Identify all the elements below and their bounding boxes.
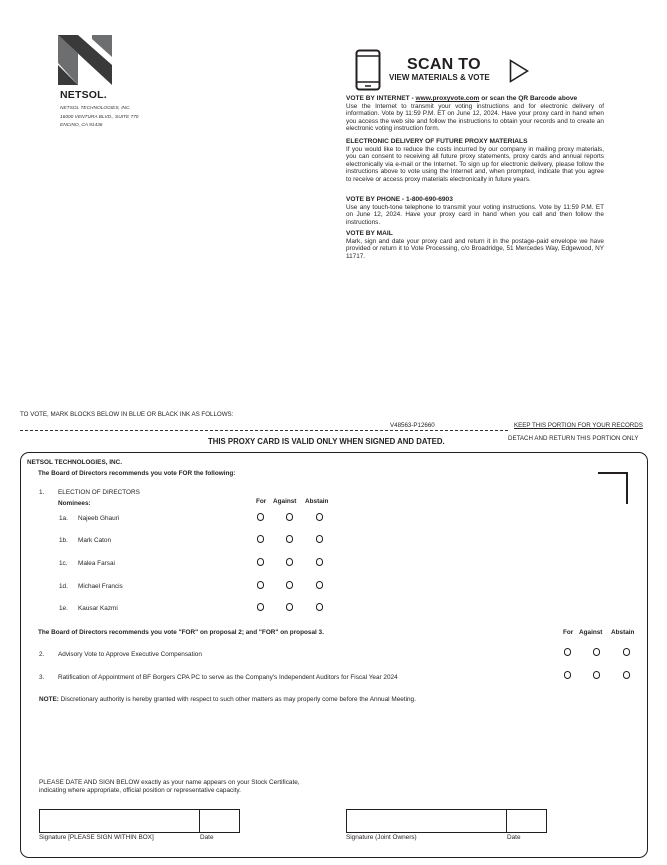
vote-for-checkbox[interactable] — [257, 558, 264, 566]
joint-date-label: Date — [507, 834, 521, 841]
board-recommendation-1: The Board of Directors recommends you vote FOR the following: — [38, 470, 236, 477]
address-line: ENCINO, CA 91436 — [60, 123, 103, 128]
proposal-text: Ratification of Appointment of BF Borgers CPA PC to serve as the Company's Independent Auditors for Fiscal Year 2024 — [58, 674, 398, 681]
ballot-company-name: NETSOL TECHNOLOGIES, INC. — [27, 459, 123, 466]
vote-for-checkbox[interactable] — [257, 535, 264, 543]
note-text: Discretionary authority is hereby granted with respect to such other matters as may properly come before the Annual Meeting. — [58, 696, 416, 703]
nominee-name: Kausar Kazmi — [78, 605, 118, 612]
mail-heading: VOTE BY MAIL — [346, 230, 393, 237]
vote-against-checkbox[interactable] — [286, 603, 293, 611]
vote-abstain-checkbox[interactable] — [316, 603, 323, 611]
nominee-id: 1a. — [59, 515, 68, 522]
proposal-number: 2. — [39, 651, 45, 658]
column-for: For — [256, 498, 267, 505]
play-arrow-icon — [509, 59, 529, 83]
vote-against-checkbox[interactable] — [286, 581, 293, 589]
vote-abstain-checkbox[interactable] — [623, 648, 630, 656]
vote-against-checkbox[interactable] — [286, 535, 293, 543]
nominee-id: 1b. — [59, 537, 68, 544]
scan-subtitle: VIEW MATERIALS & VOTE — [389, 73, 490, 82]
nominees-label: Nominees: — [58, 500, 91, 507]
smartphone-icon — [355, 49, 381, 91]
nominee-id: 1e. — [59, 605, 68, 612]
internet-text: Use the Internet to transmit your voting instructions and for electronic delivery of information. Vote by 11:59 P.M. ET on June 12, 2024. Have your proxy card in hand when you access the web site and follow the instructions to obtain your records and to create an electronic voting instruction form. — [346, 102, 604, 132]
vote-by-phone-section — [346, 196, 604, 226]
vote-abstain-checkbox[interactable] — [316, 535, 323, 543]
vote-against-checkbox[interactable] — [286, 513, 293, 521]
signature-box[interactable] — [39, 809, 200, 833]
column-against: Against — [579, 629, 603, 636]
vote-by-mail-section — [346, 230, 604, 260]
proposal-number: 3. — [39, 674, 45, 681]
control-code: V48563-P12660 — [390, 422, 435, 429]
mail-text: Mark, sign and date your proxy card and return it in the postage-paid envelope we have provided or return it to Vote Processing, c/o Broadridge, 51 Mercedes Way, Edgewood, NY 11717. — [346, 237, 604, 260]
phone-heading: VOTE BY PHONE - 1-800-690-6903 — [346, 196, 453, 203]
nominee-id: 1d. — [59, 583, 68, 590]
mark-instruction: TO VOTE, MARK BLOCKS BELOW IN BLUE OR BLACK INK AS FOLLOWS: — [20, 411, 234, 418]
column-abstain: Abstain — [611, 629, 635, 636]
vote-for-checkbox[interactable] — [564, 671, 571, 679]
nominee-id: 1c. — [59, 560, 68, 567]
internet-heading: VOTE BY INTERNET - www.proxyvote.com or scan the QR Barcode above — [346, 95, 578, 102]
netsol-logo-icon — [58, 35, 112, 85]
vote-against-checkbox[interactable] — [593, 671, 600, 679]
note-label: NOTE: — [39, 696, 59, 703]
vote-abstain-checkbox[interactable] — [316, 581, 323, 589]
corner-mark — [598, 472, 628, 504]
board-recommendation-2: The Board of Directors recommends you vote "FOR" on proposal 2; and "FOR" on proposal 3. — [38, 629, 324, 636]
item-1-number: 1. — [39, 489, 45, 496]
vote-abstain-checkbox[interactable] — [316, 513, 323, 521]
column-for: For — [563, 629, 574, 636]
vote-abstain-checkbox[interactable] — [316, 558, 323, 566]
proxyvote-link[interactable]: www.proxyvote.com — [415, 95, 480, 102]
vote-against-checkbox[interactable] — [286, 558, 293, 566]
joint-date-box[interactable] — [506, 809, 547, 833]
valid-notice: THIS PROXY CARD IS VALID ONLY WHEN SIGNED AND DATED. — [208, 437, 445, 446]
nominee-name: Najeeb Ghauri — [78, 515, 120, 522]
joint-signature-box[interactable] — [346, 809, 507, 833]
electronic-heading: ELECTRONIC DELIVERY OF FUTURE PROXY MATERIALS — [346, 138, 528, 145]
date-box[interactable] — [199, 809, 240, 833]
electronic-text: If you would like to reduce the costs incurred by our company in mailing proxy materials, you can consent to receiving all future proxy statements, proxy cards and annual reports electronically via e-mail or the Internet. To sign up for electronic delivery, please follow the instructions above to vote using the Internet and, when prompted, indicate that you agree to receive or access proxy materials electronically in future years. — [346, 145, 604, 183]
vote-by-internet-section — [346, 95, 604, 133]
column-against: Against — [273, 498, 297, 505]
address-line: 16000 VENTURA BLVD., SUITE 770 — [60, 114, 139, 120]
phone-text: Use any touch-tone telephone to transmit your voting instructions. Vote by 11:59 P.M. ET on June 12, 2024. Have your proxy card in hand when you call and then follow the instructions. — [346, 203, 604, 226]
address-line: NETSOL TECHNOLOGIES, INC. — [60, 106, 131, 111]
sign-instruction-line: indicating where appropriate, official position or representative capacity. — [39, 787, 241, 794]
vote-for-checkbox[interactable] — [257, 603, 264, 611]
nominee-name: Michael Francis — [78, 583, 123, 590]
sign-instruction-line: PLEASE DATE AND SIGN BELOW exactly as your name appears on your Stock Certificate, — [39, 779, 300, 786]
item-1-title: ELECTION OF DIRECTORS — [58, 489, 140, 496]
keep-portion-text: KEEP THIS PORTION FOR YOUR RECORDS — [514, 422, 643, 429]
electronic-delivery-section — [346, 138, 604, 183]
vote-against-checkbox[interactable] — [593, 648, 600, 656]
brand-name: NETSOL. — [60, 89, 107, 101]
joint-signature-label: Signature (Joint Owners) — [346, 834, 417, 841]
proposal-text: Advisory Vote to Approve Executive Compensation — [58, 651, 202, 658]
vote-for-checkbox[interactable] — [257, 581, 264, 589]
nominee-name: Mark Caton — [78, 537, 112, 544]
vote-abstain-checkbox[interactable] — [623, 671, 630, 679]
signature-label: Signature [PLEASE SIGN WITHIN BOX] — [39, 834, 154, 841]
vote-for-checkbox[interactable] — [257, 513, 264, 521]
company-address — [60, 105, 138, 131]
vote-for-checkbox[interactable] — [564, 648, 571, 656]
column-abstain: Abstain — [305, 498, 329, 505]
note — [39, 696, 416, 703]
scan-title: SCAN TO — [407, 56, 481, 73]
detach-text: DETACH AND RETURN THIS PORTION ONLY — [508, 435, 639, 442]
date-label: Date — [200, 834, 214, 841]
nominee-name: Malea Farsai — [78, 560, 115, 567]
detach-line — [20, 430, 508, 431]
